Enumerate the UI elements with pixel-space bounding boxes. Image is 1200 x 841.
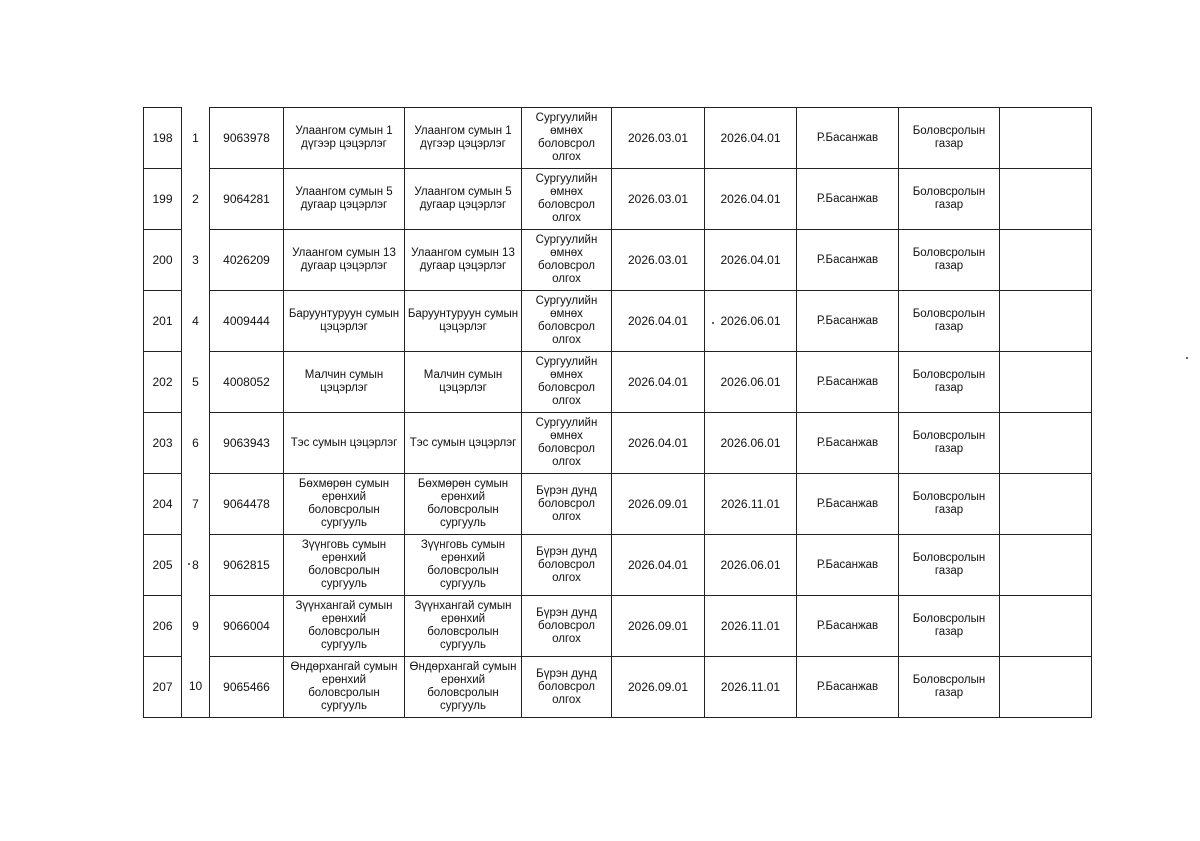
start-date-cell: 2026.04.01 bbox=[612, 535, 705, 596]
table-row bbox=[144, 108, 1092, 169]
organization-name-cell: Улаангом сумын 5 дугаар цэцэрлэг bbox=[284, 169, 405, 230]
start-date-cell: 2026.09.01 bbox=[612, 657, 705, 718]
sequence-cell: 7 bbox=[182, 474, 210, 535]
sequence-cell: 6 bbox=[182, 413, 210, 474]
agency-cell: Боловсролын газар bbox=[899, 413, 1000, 474]
note-cell bbox=[1000, 535, 1092, 596]
organization-name-2-cell: Тэс сумын цэцэрлэг bbox=[405, 413, 522, 474]
organization-name-cell: Бөхмөрөн сумын ерөнхий боловсролын сургууль bbox=[284, 474, 405, 535]
register-code-cell: 9064281 bbox=[210, 169, 284, 230]
row-number-cell: 198 bbox=[144, 108, 182, 169]
organization-name-2-cell: Малчин сумын цэцэрлэг bbox=[405, 352, 522, 413]
note-cell bbox=[1000, 108, 1092, 169]
organization-name-2-cell: Улаангом сумын 13 дугаар цэцэрлэг bbox=[405, 230, 522, 291]
note-cell bbox=[1000, 596, 1092, 657]
education-level-cell: Бүрэн дунд боловсрол олгох bbox=[522, 535, 612, 596]
organization-name-cell: Өндөрхангай сумын ерөнхий боловсролын сургууль bbox=[284, 657, 405, 718]
table-body bbox=[144, 108, 1092, 718]
agency-cell: Боловсролын газар bbox=[899, 474, 1000, 535]
row-number-cell: 204 bbox=[144, 474, 182, 535]
row-number-cell: 202 bbox=[144, 352, 182, 413]
start-date-cell: 2026.03.01 bbox=[612, 108, 705, 169]
organization-name-2-cell: Баруунтуруун сумын цэцэрлэг bbox=[405, 291, 522, 352]
register-code-cell: 4009444 bbox=[210, 291, 284, 352]
agency-cell: Боловсролын газар bbox=[899, 169, 1000, 230]
organization-name-2-cell: Зүүнговь сумын ерөнхий боловсролын сургууль bbox=[405, 535, 522, 596]
education-level-cell: Сургуулийн өмнөх боловсрол олгох bbox=[522, 230, 612, 291]
start-date-cell: 2026.04.01 bbox=[612, 352, 705, 413]
responsible-person-cell: Р.Басанжав bbox=[797, 169, 899, 230]
responsible-person-cell: Р.Басанжав bbox=[797, 535, 899, 596]
register-code-cell: 9065466 bbox=[210, 657, 284, 718]
schedule-table bbox=[143, 107, 1092, 718]
row-number-cell: 205 bbox=[144, 535, 182, 596]
start-date-cell: 2026.03.01 bbox=[612, 230, 705, 291]
education-level-cell: Бүрэн дунд боловсрол олгох bbox=[522, 474, 612, 535]
start-date-cell: 2026.04.01 bbox=[612, 291, 705, 352]
end-date-cell: 2026.04.01 bbox=[705, 230, 797, 291]
agency-cell: Боловсролын газар bbox=[899, 291, 1000, 352]
responsible-person-cell: Р.Басанжав bbox=[797, 657, 899, 718]
responsible-person-cell: Р.Басанжав bbox=[797, 413, 899, 474]
table-row bbox=[144, 657, 1092, 718]
organization-name-2-cell: Улаангом сумын 1 дүгээр цэцэрлэг bbox=[405, 108, 522, 169]
scan-speck bbox=[188, 563, 190, 565]
table-row bbox=[144, 291, 1092, 352]
table-row bbox=[144, 169, 1092, 230]
note-cell bbox=[1000, 474, 1092, 535]
education-level-cell: Бүрэн дунд боловсрол олгох bbox=[522, 596, 612, 657]
register-code-cell: 9062815 bbox=[210, 535, 284, 596]
organization-name-cell: Зүүнхангай сумын ерөнхий боловсролын сургууль bbox=[284, 596, 405, 657]
end-date-cell: 2026.11.01 bbox=[705, 657, 797, 718]
education-level-cell: Сургуулийн өмнөх боловсрол олгох bbox=[522, 291, 612, 352]
organization-name-2-cell: Зүүнхангай сумын ерөнхий боловсролын сургууль bbox=[405, 596, 522, 657]
organization-name-cell: Улаангом сумын 13 дугаар цэцэрлэг bbox=[284, 230, 405, 291]
row-number-cell: 200 bbox=[144, 230, 182, 291]
table-row bbox=[144, 474, 1092, 535]
row-number-cell: 199 bbox=[144, 169, 182, 230]
education-level-cell: Сургуулийн өмнөх боловсрол олгох bbox=[522, 169, 612, 230]
register-code-cell: 9064478 bbox=[210, 474, 284, 535]
organization-name-2-cell: Улаангом сумын 5 дугаар цэцэрлэг bbox=[405, 169, 522, 230]
end-date-cell: 2026.06.01 bbox=[705, 352, 797, 413]
sequence-cell: 10 bbox=[182, 657, 210, 718]
responsible-person-cell: Р.Басанжав bbox=[797, 108, 899, 169]
note-cell bbox=[1000, 169, 1092, 230]
table-row bbox=[144, 535, 1092, 596]
sequence-cell: 2 bbox=[182, 169, 210, 230]
note-cell bbox=[1000, 291, 1092, 352]
agency-cell: Боловсролын газар bbox=[899, 352, 1000, 413]
organization-name-cell: Баруунтуруун сумын цэцэрлэг bbox=[284, 291, 405, 352]
table-row bbox=[144, 413, 1092, 474]
table-row bbox=[144, 596, 1092, 657]
register-code-cell: 9066004 bbox=[210, 596, 284, 657]
responsible-person-cell: Р.Басанжав bbox=[797, 596, 899, 657]
start-date-cell: 2026.09.01 bbox=[612, 596, 705, 657]
end-date-cell: 2026.06.01 bbox=[705, 535, 797, 596]
end-date-cell: 2026.11.01 bbox=[705, 596, 797, 657]
end-date-cell: 2026.06.01 bbox=[705, 413, 797, 474]
table-row bbox=[144, 352, 1092, 413]
scan-speck bbox=[1186, 357, 1188, 359]
agency-cell: Боловсролын газар bbox=[899, 108, 1000, 169]
organization-name-cell: Тэс сумын цэцэрлэг bbox=[284, 413, 405, 474]
table-row bbox=[144, 230, 1092, 291]
agency-cell: Боловсролын газар bbox=[899, 230, 1000, 291]
responsible-person-cell: Р.Басанжав bbox=[797, 291, 899, 352]
agency-cell: Боловсролын газар bbox=[899, 596, 1000, 657]
responsible-person-cell: Р.Басанжав bbox=[797, 474, 899, 535]
note-cell bbox=[1000, 413, 1092, 474]
note-cell bbox=[1000, 657, 1092, 718]
education-level-cell: Сургуулийн өмнөх боловсрол олгох bbox=[522, 352, 612, 413]
organization-name-2-cell: Бөхмөрөн сумын ерөнхий боловсролын сургууль bbox=[405, 474, 522, 535]
row-number-cell: 207 bbox=[144, 657, 182, 718]
responsible-person-cell: Р.Басанжав bbox=[797, 352, 899, 413]
sequence-cell: 5 bbox=[182, 352, 210, 413]
end-date-cell: 2026.06.01 bbox=[705, 291, 797, 352]
organization-name-2-cell: Өндөрхангай сумын ерөнхий боловсролын сургууль bbox=[405, 657, 522, 718]
sequence-cell: 3 bbox=[182, 230, 210, 291]
agency-cell: Боловсролын газар bbox=[899, 657, 1000, 718]
start-date-cell: 2026.09.01 bbox=[612, 474, 705, 535]
agency-cell: Боловсролын газар bbox=[899, 535, 1000, 596]
organization-name-cell: Улаангом сумын 1 дүгээр цэцэрлэг bbox=[284, 108, 405, 169]
education-level-cell: Бүрэн дунд боловсрол олгох bbox=[522, 657, 612, 718]
register-code-cell: 4026209 bbox=[210, 230, 284, 291]
note-cell bbox=[1000, 352, 1092, 413]
register-code-cell: 4008052 bbox=[210, 352, 284, 413]
row-number-cell: 201 bbox=[144, 291, 182, 352]
end-date-cell: 2026.04.01 bbox=[705, 169, 797, 230]
register-code-cell: 9063943 bbox=[210, 413, 284, 474]
scan-speck bbox=[712, 322, 714, 324]
education-level-cell: Сургуулийн өмнөх боловсрол олгох bbox=[522, 108, 612, 169]
sequence-cell: 1 bbox=[182, 108, 210, 169]
organization-name-cell: Малчин сумын цэцэрлэг bbox=[284, 352, 405, 413]
row-number-cell: 206 bbox=[144, 596, 182, 657]
end-date-cell: 2026.11.01 bbox=[705, 474, 797, 535]
sequence-cell: 8 bbox=[182, 535, 210, 596]
responsible-person-cell: Р.Басанжав bbox=[797, 230, 899, 291]
education-level-cell: Сургуулийн өмнөх боловсрол олгох bbox=[522, 413, 612, 474]
end-date-cell: 2026.04.01 bbox=[705, 108, 797, 169]
sequence-cell: 9 bbox=[182, 596, 210, 657]
register-code-cell: 9063978 bbox=[210, 108, 284, 169]
start-date-cell: 2026.03.01 bbox=[612, 169, 705, 230]
start-date-cell: 2026.04.01 bbox=[612, 413, 705, 474]
row-number-cell: 203 bbox=[144, 413, 182, 474]
note-cell bbox=[1000, 230, 1092, 291]
sequence-cell: 4 bbox=[182, 291, 210, 352]
organization-name-cell: Зүүнговь сумын ерөнхий боловсролын сургууль bbox=[284, 535, 405, 596]
